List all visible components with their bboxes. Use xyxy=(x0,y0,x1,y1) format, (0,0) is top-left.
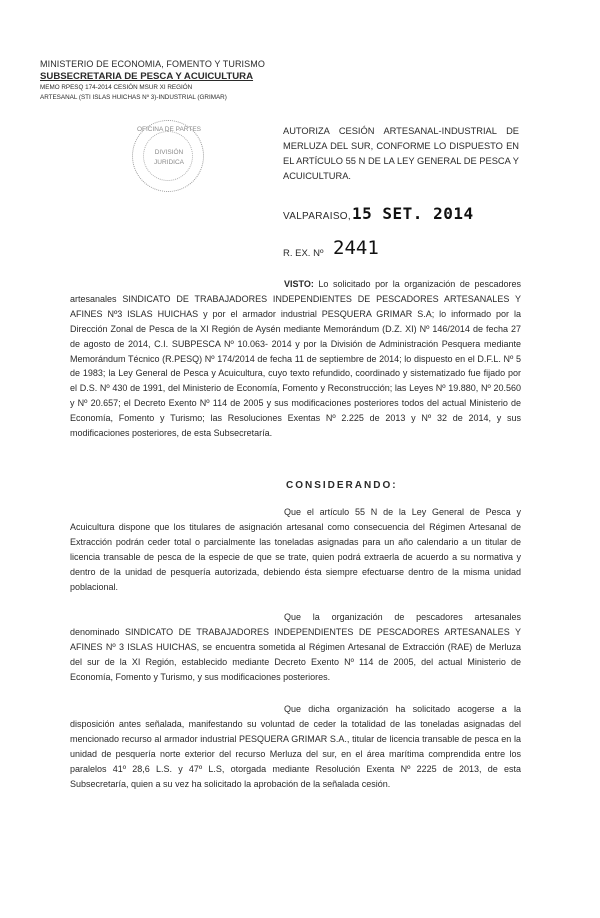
considerando-heading: CONSIDERANDO: xyxy=(286,480,398,491)
stamp-text-top: OFICINA DE PARTES xyxy=(136,126,202,133)
city-label: VALPARAISO, xyxy=(283,211,351,222)
memo-reference-line-2: ARTESANAL (STI ISLAS HUICHAS Nº 3)-INDUSTRIAL (GRIMAR) xyxy=(40,94,227,101)
visto-paragraph xyxy=(70,277,521,441)
considerando-paragraph-2: Que la organización de pescadores artesanales denominado SINDICATO DE TRABAJADORES INDEPENDIENTES DE PESCADORES ARTESANALES Y AFINES Nº 3 ISLAS HUICHAS, se encuentra sometida al Régimen Artesanal de Extracción (RAE) de Merluza del sur de la XI Región, establecido mediante Decreto Exento Nº 114 de 2005, del actual Ministerio de Economía, Fomento y Turismo, y sus modificaciones posteriores. xyxy=(70,612,521,682)
visto-label: VISTO: xyxy=(284,279,314,289)
visto-text: Lo solicitado por la organización de pescadores artesanales SINDICATO DE TRABAJADORES INDEPENDIENTES DE PESCADORES ARTESANALES Y AFINES Nº3 ISLAS HUICHAS y por el armador industrial PESQUERA GRIMAR S.A; lo informado por la Dirección Zonal de Pesca de la XI Región de Aysén mediante Memorándum (D.Z. XI) Nº 146/2014 de fecha 27 de agosto de 2014, C.I. SUBPESCA Nº 10.063- 2014 y por la División de Administración Pesquera mediante Memorándum Técnico (R.PESQ) Nº 174/2014 de fecha 11 de septiembre de 2014; lo dispuesto en el D.F.L. Nº 5 de 1983; la Ley General de Pesca y Acuicultura, cuyo texto refundido, coordinado y sistematizado fue fijado por el D.S. Nº 430 de 1991, del Ministerio de Economía, Fomento y Reconstrucción; las Leyes Nº 19.880, Nº 20.560 y Nº 20.657; el Decreto Exento Nº 114 de 2005 y sus modificaciones posteriores todos del actual Ministerio de Economía, Fomento y Turismo; las Resoluciones Exentas Nº 2.225 de 2013 y Nº 32 de 2014, y sus modificaciones posteriores, de esta Subsecretaría. xyxy=(70,279,521,439)
stamp-text-middle: DIVISIÓN xyxy=(154,149,184,156)
resolution-number-label: R. EX. Nº xyxy=(283,248,324,259)
considerando-paragraph-1: Que el artículo 55 N de la Ley General de Pesca y Acuicultura dispone que los titulares de asignación artesanal como consecuencia del Régimen Artesanal de Extracción podrán ceder total o parcialmente las toneladas asignadas para un año calendario a un titular de licencia transable de pesca de la especie de que se trate, quien podrá extraerla de acuerdo a su normativa y dentro de la unidad de pesquería autorizada, debiendo ésta siempre efectuarse dentro de la misma unidad poblacional. xyxy=(70,507,521,592)
resolution-subject: AUTORIZA CESIÓN ARTESANAL-INDUSTRIAL DE MERLUZA DEL SUR, CONFORME LO DISPUESTO EN EL ARTÍCULO 55 N DE LA LEY GENERAL DE PESCA Y ACUICULTURA. xyxy=(283,126,519,181)
undersecretariat-name: SUBSECRETARIA DE PESCA Y ACUICULTURA xyxy=(40,71,254,82)
memo-reference-line-1: MEMO RPESQ 174-2014 CESIÓN MSUR XI REGIÓN xyxy=(40,84,193,91)
ministry-name: MINISTERIO DE ECONOMIA, FOMENTO Y TURISMO xyxy=(40,59,265,69)
resolution-date: 15 SET. 2014 xyxy=(352,204,474,223)
considerando-paragraph-3: Que dicha organización ha solicitado acogerse a la disposición antes señalada, manifestando su voluntad de ceder la totalidad de las toneladas asignadas del mencionado recurso al armador industrial PESQUERA GRIMAR S.A., titular de licencia transable de pesca en la unidad de pesquería norte exterior del recurso Merluza del sur, en el área marítima comprendida entre los paralelos 41º 28,6 L.S. y 47º L.S, otorgada mediante Resolución Exenta Nº 2225 de 2013, de esta Subsecretaría, quien a su vez ha solicitado la aprobación de la señalada cesión. xyxy=(70,704,521,789)
resolution-number: 2441 xyxy=(333,237,379,259)
letterhead xyxy=(40,58,280,103)
office-stamp xyxy=(132,120,204,192)
stamp-text-bottom: JURIDICA xyxy=(154,159,184,166)
